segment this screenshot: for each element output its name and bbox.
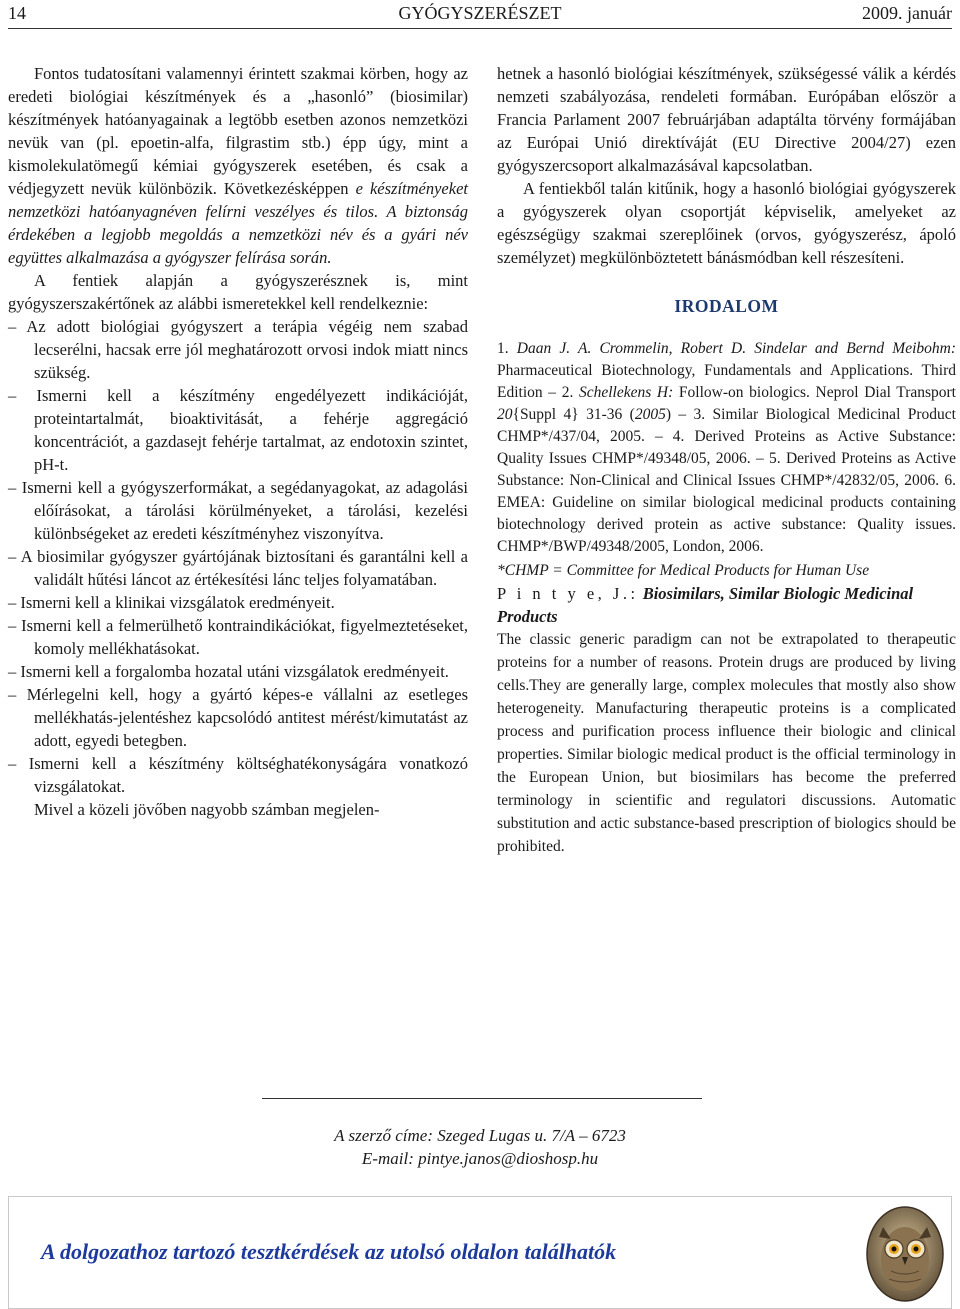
list-item: – A biosimilar gyógyszer gyártójának biztosítani és garantálni kell a validált hűtési láncot az értékesítési lánc teljes folyamatában.	[8, 547, 468, 589]
title-author: P i n t y e, J.:	[497, 584, 639, 603]
ref-number: 1.	[497, 340, 517, 357]
list-item: – Mérlegelni kell, hogy a gyártó képes-e vállalni az esetleges mellékhatás-jelentéshez kapcsolódó antitest mérést/kimutatást az adott, egyedi betegben.	[8, 685, 468, 750]
right-column	[497, 62, 956, 858]
paragraph-intro	[8, 62, 468, 269]
paragraph-requirements: A fentiek alapján a gyógyszerésznek is, mint gyógyszerszakértőnek az alábbi ismeretekkel kell rendelkeznie:	[8, 271, 468, 313]
author-address	[0, 1124, 960, 1170]
test-questions-banner	[8, 1196, 952, 1309]
paragraph-conclusion: A fentiekből talán kitűnik, hogy a hasonló biológiai gyógyszerek a gyógyszerek olyan csoportját képviselik, amelyeket az egészségügy szakmai szereplőinek (orvos, gyógyszerész, ápoló személyzet) megkülönböztetett bánásmódban kell részesíteni.	[497, 179, 956, 267]
ref-authors: Schellekens H:	[578, 384, 674, 401]
footer-divider	[262, 1098, 702, 1099]
ref-text: Pharmaceutical Biotechnology, Fundamentals and Applications. Third Edition – 2.	[497, 362, 956, 401]
intro-italic-text: e készítményeket nemzetközi hatóanyagnéven felírni veszélyes és tilos. A biztonság érdekében a legjobb megoldás a nemzetközi név és a gyári név együttes alkalmazása a gyógyszer felírása során.	[8, 179, 468, 267]
english-title	[497, 582, 956, 628]
paragraph-continued: Mivel a közeli jövőben nagyobb számban megjelen-	[34, 800, 380, 819]
list-item: – Ismerni kell a klinikai vizsgálatok eredményeit.	[8, 593, 335, 612]
paragraph-regulation: hetnek a hasonló biológiai készítmények, szükségessé válik a kérdés nemzeti szabályozása, rendeleti formában. Európában először a Francia Parlament 2007 februárjában adaptálta törvény formájában az Európai Unió direktíváját (EU Directive 2004/27) ezen gyógyszercsoport alkalmazásával kapcsolatban.	[497, 64, 956, 175]
issue-date: 2009. január	[862, 3, 952, 23]
list-item: – Ismerni kell a készítmény költséghatékonyságára vonatkozó vizsgálatokat.	[8, 754, 468, 796]
ref-text: ) – 3. Similar Biological Medicinal Product CHMP*/437/04, 2005. – 4. Derived Proteins as Active Substance: Quality Issues CHMP*/49348/05, 2006. – 5. Derived Proteins as Active Substance: Non-Clinical and Clinical Issues CHMP*/42832/05, 2006. 6. EMEA: Guideline on similar biological medicinal products containing biotechnology derived protein as active substance: Quality issues. CHMP*/BWP/49348/2005, London, 2006.	[497, 406, 956, 555]
page-header	[8, 0, 952, 29]
list-item: – Ismerni kell a gyógyszerformákat, a segédanyagokat, az adagolási előírásokat, a tárolási körülményeket, a tárolási, kezelési különbségeket az eredeti készítményhez viszonyítva.	[8, 478, 468, 543]
list-item: – Ismerni kell a felmerülhető kontraindikációkat, figyelmeztetéseket, komoly mellékhatásokat.	[8, 616, 468, 658]
list-item: – Ismerni kell a forgalomba hozatal utáni vizsgálatok eredményeit.	[8, 662, 449, 681]
references-list	[497, 338, 956, 558]
page-number: 14	[8, 3, 26, 23]
ref-text: {Suppl 4} 31-36 (	[512, 406, 635, 423]
ref-authors: Daan J. A. Crommelin, Robert D. Sindelar and Bernd Meibohm:	[516, 340, 956, 357]
journal-name: GYÓGYSZERÉSZET	[398, 3, 562, 23]
list-item: – Az adott biológiai gyógyszert a terápia végéig nem szabad lecserélni, hacsak erre jól meghatározott orvosi indok miatt nincs szükség.	[8, 317, 468, 382]
references-footnote: *CHMP = Committee for Medical Products for Human Use	[497, 562, 870, 579]
left-column	[8, 62, 468, 821]
title-text: Biosimilars, Similar Biologic Medicinal Products	[497, 584, 914, 626]
ref-text: Follow-on biologics. Neprol Dial Transport	[673, 384, 956, 401]
address-line: A szerző címe: Szeged Lugas u. 7/A – 6723	[334, 1126, 626, 1145]
banner-text: A dolgozathoz tartozó tesztkérdések az utolsó oldalon találhatók	[41, 1239, 617, 1264]
intro-text: Fontos tudatosítani valamennyi érintett szakmai körben, hogy az eredeti biológiai készítmények és a „hasonló” (biosimilar) készítmények hatóanyagainak a legtöbb esetben azonos nemzetközi nevük van (pl. epoetin-alfa, filgrastim stb.) épp úgy, mint a kismolekulatömegű kémiai gyógyszerek esetében, és csak a védjegyzett nevük különbözik. Következésképpen	[8, 64, 468, 198]
references-heading: IRODALOM	[674, 296, 779, 316]
ref-year: 2005	[634, 406, 666, 423]
ref-volume: 20	[497, 406, 513, 423]
english-abstract: The classic generic paradigm can not be extrapolated to therapeutic proteins for a number of reasons. Protein drugs are produced by living cells.They are generally large, complex molecules that mostly also show heterogeneity. Manufacturing therapeutic proteins is a complicated process and purification process influence their biologic and clinical properties. Similar biologic medical product is the official terminology in the European Union, but biosimilars has become the preferred terminology in scientific and regulatori discussions. Automatic substitution and actic substance-based prescription of biologics should be prohibited.	[497, 631, 956, 855]
owl-icon	[865, 1205, 945, 1303]
list-item: – Ismerni kell a készítmény engedélyezett indikációját, proteintartalmát, bioaktivitását, a fehérje aggregáció koncentrációt, a gazdasejt fehérje tartalmat, az endotoxin szintet, pH-t.	[8, 386, 468, 474]
email-line: E-mail: pintye.janos@dioshosp.hu	[361, 1149, 599, 1168]
